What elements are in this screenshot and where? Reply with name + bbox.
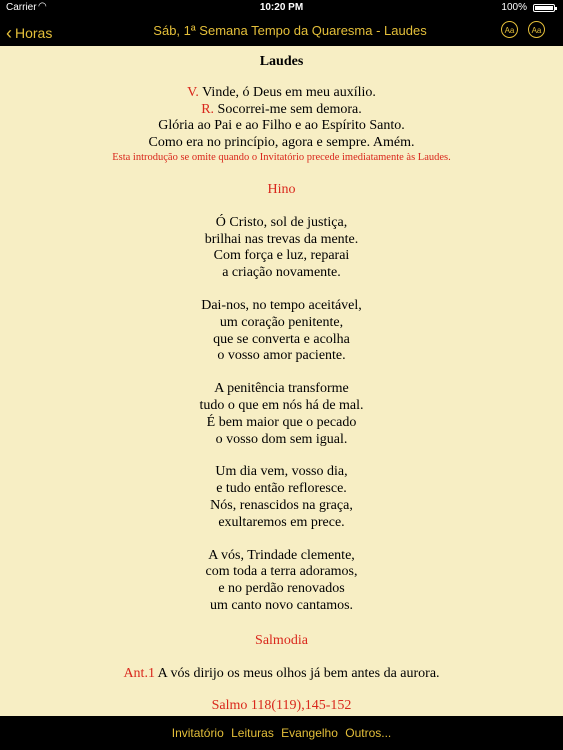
verse-line: Ó Cristo, sol de justiça, [215,214,348,230]
verse-line: um coração penitente, [219,314,344,330]
verse-line: com toda a terra adoramos, [205,564,358,580]
toolbar-invitatorio[interactable]: Invitatório [171,726,224,740]
response-marker: R. [201,101,215,117]
battery-icon [533,4,555,12]
back-button[interactable] [6,22,52,43]
hymn-stanza [0,548,563,615]
carrier-label: Carrier [6,2,37,13]
verse-line: e no perdão renovados [218,581,345,597]
status-time: 10:20 PM [259,2,304,13]
psalmody-title: Salmodia [255,632,308,648]
page-title: Sáb, 1ª Semana Tempo da Quaresma - Laudes [153,23,427,38]
verse-line: É bem maior que o pecado [206,414,357,430]
toolbar-outros[interactable]: Outros... [345,726,392,740]
prayer-content[interactable] [0,46,563,716]
hour-heading: Laudes [259,54,304,69]
verse-line: A vós, Trindade clemente, [208,547,355,563]
psalm-reference: Salmo 118(119),145-152 [211,698,352,714]
verse-line: exultaremos em prece. [218,514,345,530]
verse-line: que se converta e acolha [213,331,350,347]
verse-marker: V. [187,84,199,100]
verse-line: Dai-nos, no tempo aceitável, [201,297,362,313]
hymn-stanza [0,381,563,448]
intro-line [0,118,563,135]
hymn-stanza [0,298,563,365]
intro-text: Socorrei-me sem demora. [214,101,362,117]
intro-line [0,102,563,119]
status-bar [0,0,563,16]
intro-line [0,135,563,152]
verse-line: um canto novo cantamos. [209,597,354,613]
verse-line: o vosso dom sem igual. [215,431,348,447]
navigation-bar [0,16,563,46]
toolbar-leituras[interactable]: Leituras [231,726,274,740]
bottom-toolbar [0,716,563,750]
antiphon-marker: Ant.1 [123,665,155,681]
font-increase-button[interactable] [528,21,545,38]
verse-line: brilhai nas trevas da mente. [204,231,359,247]
verse-line: tudo o que em nós há de mal. [199,397,364,413]
toolbar-evangelho[interactable]: Evangelho [281,726,338,740]
verse-line: Com força e luz, reparai [213,248,350,264]
verse-line: Um dia vem, vosso dia, [215,464,348,480]
rubric-note: Esta introdução se omite quando o Invitatório precede imediatamente às Laudes. [112,151,451,163]
verse-line: e tudo então refloresce. [216,481,347,497]
wifi-icon: ◠ [38,1,47,12]
verse-line: a criação novamente. [222,265,341,281]
intro-line [0,85,563,102]
battery-percent: 100% [501,2,527,13]
antiphon [0,666,563,683]
verse-line: Nós, renascidos na graça, [210,497,353,513]
font-decrease-button[interactable] [501,21,518,38]
verse-line: A penitência transforme [214,381,349,397]
hymn-title: Hino [267,181,296,197]
font-small-icon: Aa [504,26,515,35]
chevron-left-icon: ‹ [6,23,12,43]
intro-text: Como era no princípio, agora e sempre. Amém. [148,135,415,151]
hymn-stanza [0,215,563,282]
introduction [0,85,563,164]
verse-line: o vosso amor paciente. [217,348,346,364]
back-label: Horas [15,25,53,41]
intro-text: Glória ao Pai e ao Filho e ao Espírito Santo. [158,118,405,134]
intro-text: Vinde, ó Deus em meu auxílio. [198,84,376,100]
hymn-stanza [0,464,563,531]
antiphon-text: A vós dirijo os meus olhos já bem antes da aurora. [154,665,440,681]
font-large-icon: Aa [531,26,542,35]
